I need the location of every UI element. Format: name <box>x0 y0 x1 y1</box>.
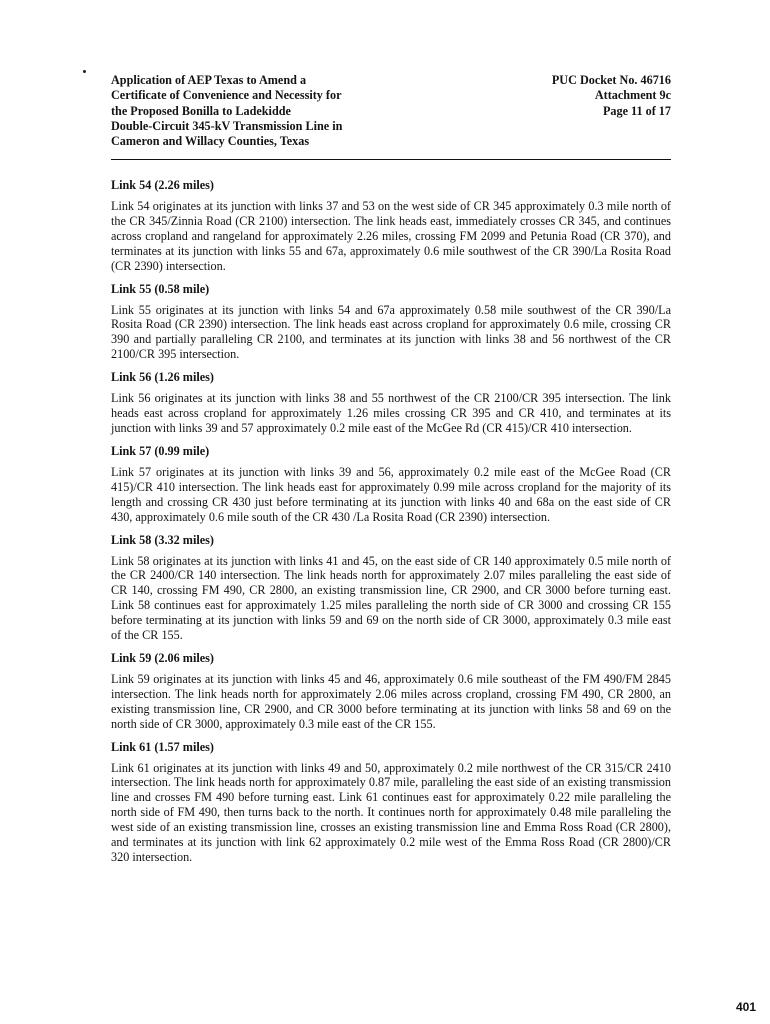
link-section <box>111 178 671 274</box>
link-section <box>111 740 671 865</box>
application-title <box>111 73 342 149</box>
application-title-line: Application of AEP Texas to Amend a <box>111 73 307 87</box>
application-title-line: Cameron and Willacy Counties, Texas <box>111 134 310 149</box>
docket-info <box>552 73 671 119</box>
page-of-label: Page 11 of 17 <box>602 103 671 118</box>
link-heading: Link 61 (1.57 miles) <box>111 739 214 754</box>
link-heading: Link 58 (3.32 miles) <box>111 532 214 547</box>
link-heading: Link 54 (2.26 miles) <box>111 178 214 192</box>
link-heading: Link 56 (1.26 miles) <box>111 370 214 385</box>
link-heading: Link 55 (0.58 mile) <box>111 281 210 296</box>
header-divider <box>111 159 671 160</box>
link-section <box>111 651 671 732</box>
link-description: Link 55 originates at its junction with links 54 and 67a approximately 0.58 mile southwest of the CR 390/La Rosita Road (CR 2390) intersection. The link heads east across cropland for approximately 0.6 mile, crossing CR 390 and partially paralleling CR 2100, and terminates at its junction with links 38 and 56 northwest of the CR 2100/CR 395 intersection. <box>111 302 671 362</box>
link-section <box>111 533 671 643</box>
link-section <box>111 370 671 436</box>
application-title-line: Double-Circuit 345-kV Transmission Line in <box>111 118 343 133</box>
link-heading: Link 59 (2.06 miles) <box>111 650 214 665</box>
application-title-line: Certificate of Convenience and Necessity for <box>111 88 342 103</box>
link-section <box>111 282 671 363</box>
link-heading: Link 57 (0.99 mile) <box>111 443 210 458</box>
link-description: Link 57 originates at its junction with links 39 and 56, approximately 0.2 mile east of the McGee Road (CR 415)/CR 410 intersection. The link heads east for approximately 0.99 mile across cropland for the majority of its length and crossing CR 430 just before terminating at its junction with links 40 and 68a on the east side of CR 430, approximately 0.6 mile south of the CR 430 /La Rosita Road (CR 2390) intersection. <box>111 464 671 524</box>
application-title-line: the Proposed Bonilla to Ladekidde <box>111 103 291 118</box>
link-description: Link 54 originates at its junction with links 37 and 53 on the west side of CR 345 approximately 0.3 mile north of the CR 345/Zinnia Road (CR 2100) intersection. The link heads east, immediately crosses CR 345, and continues across cropland and rangeland for approximately 2.26 miles, crossing FM 2099 and Petunia Road (CR 370), and terminates at its junction with links 55 and 67a, approximately 0.6 mile southwest of the CR 390/La Rosita Road (CR 2390) intersection. <box>111 199 671 273</box>
page-number: 401 <box>736 1000 757 1014</box>
document-header <box>111 73 671 155</box>
link-description: Link 59 originates at its junction with links 45 and 46, approximately 0.6 mile southeast of the FM 490/FM 2845 intersection. The link heads north for approximately 2.06 miles across cropland, crossing FM 490, CR 2800, an existing transmission line, CR 2900, and CR 3000 before terminating at its junction with links 58 and 69 on the north side of CR 3000, approximately 0.3 mile east of the CR 155. <box>111 671 671 731</box>
link-description: Link 61 originates at its junction with links 49 and 50, approximately 0.2 mile northwest of the CR 315/CR 2410 intersection. The link heads north for approximately 0.87 mile, paralleling the east side of an existing transmission line and crosses FM 490 before turning east. Link 61 continues east for approximately 0.22 mile paralleling the north side of FM 490, then turns back to the north. It continues north for approximately 0.48 mile paralleling the west side of an existing transmission line, crosses an existing transmission line and Emma Ross Road (CR 2800), and terminates at its junction with link 62 approximately 0.2 mile west of the Emma Ross Road (CR 2800)/CR 320 intersection. <box>111 760 671 864</box>
link-description: Link 58 originates at its junction with links 41 and 45, on the east side of CR 140 approximately 0.5 mile north of the CR 2400/CR 140 intersection. The link heads north for approximately 2.07 miles paralleling the east side of CR 140, crossing FM 490, CR 2800, an existing transmission line, CR 2900, and CR 3000 before turning east. Link 58 continues east for approximately 1.25 miles paralleling the north side of CR 3000 and crossing CR 155 before terminating at its junction with links 59 and 69 on the north side of CR 3000, approximately 0.3 mile east of the CR 155. <box>111 553 671 643</box>
link-description: Link 56 originates at its junction with links 38 and 55 northwest of the CR 2100/CR 395 intersection. The link heads east across cropland for approximately 1.26 miles crossing CR 395 and CR 410, and terminates at its junction with links 39 and 57 approximately 0.2 mile east of the McGee Rd (CR 415)/CR 410 intersection. <box>111 391 671 435</box>
link-section <box>111 444 671 525</box>
attachment-label: Attachment 9c <box>594 88 671 103</box>
docket-number: PUC Docket No. 46716 <box>551 73 671 87</box>
scan-speck <box>83 70 86 73</box>
link-descriptions <box>111 178 671 873</box>
